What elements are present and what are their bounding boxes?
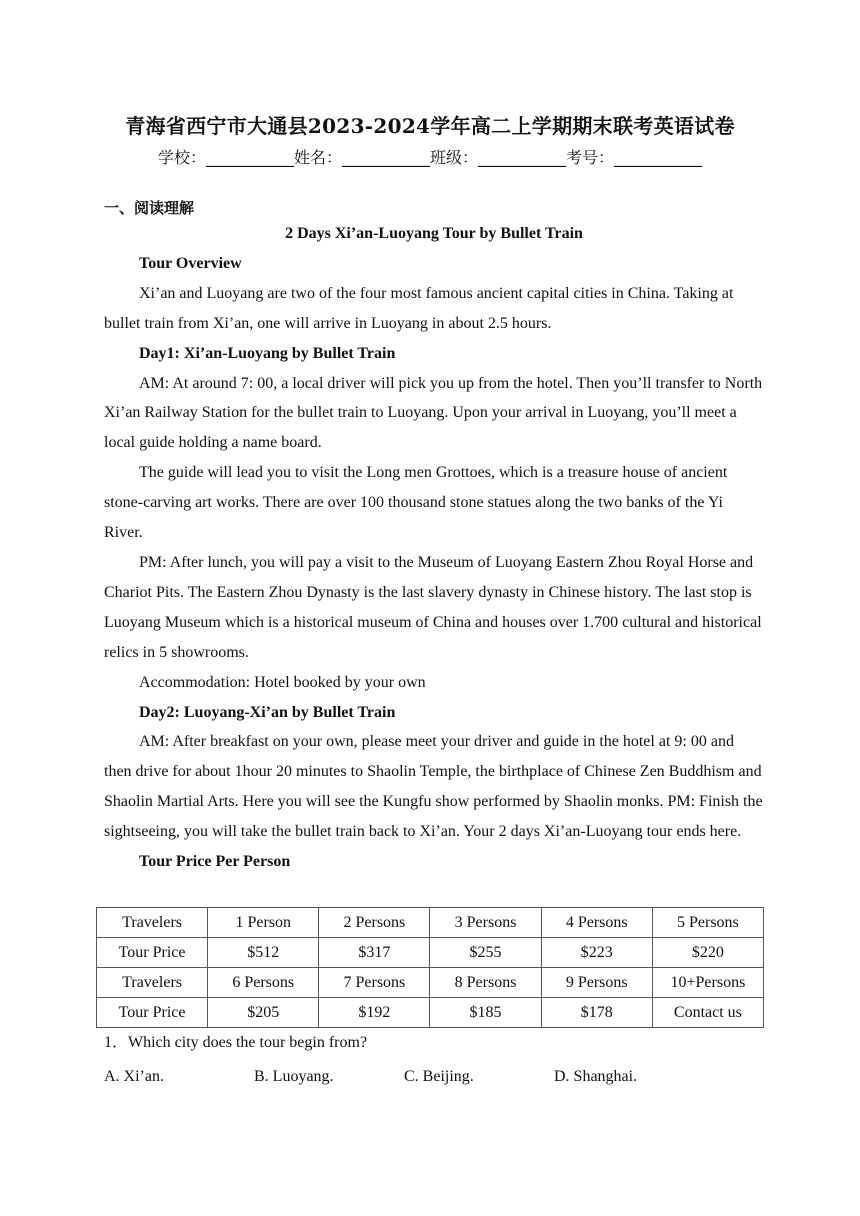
table-cell: $223 [541,938,652,968]
table-cell: Travelers [97,968,208,998]
overview-paragraph: Xi’an and Luoyang are two of the four most famous ancient capital cities in China. Taking at bullet train from Xi’an, one will arrive in Luoyang in about 2.5 hours. [104,284,734,332]
day1-heading: Day1: Xi’an-Luoyang by Bullet Train [139,344,396,362]
day1-guide-paragraph: The guide will lead you to visit the Long men Grottoes, which is a treasure house of ancient stone-carving art works. There are over 100 thousand stone statues along the two banks of the Yi River. [104,464,728,542]
table-cell: $220 [652,938,763,968]
accommodation-line: Accommodation: Hotel booked by your own [139,673,426,691]
table-cell: 9 Persons [541,968,652,998]
table-cell: 4 Persons [541,908,652,938]
table-row [97,968,764,998]
table-cell: 1 Person [208,908,319,938]
table-cell: $205 [208,998,319,1028]
section-heading: 一、阅读理解 [104,199,195,217]
option-d[interactable]: D. Shanghai. [554,1068,638,1085]
table-cell: 7 Persons [319,968,430,998]
table-cell: Tour Price [97,938,208,968]
table-cell: 8 Persons [430,968,541,998]
table-cell: 3 Persons [430,908,541,938]
table-cell: $185 [430,998,541,1028]
table-row [97,908,764,938]
option-b[interactable]: B. Luoyang. [254,1068,334,1085]
exam-title: 青海省西宁市大通县2023-2024学年高二上学期期末联考英语试卷 [125,114,735,138]
table-cell: Travelers [97,908,208,938]
table-row [97,938,764,968]
table-cell: $255 [430,938,541,968]
table-cell: $317 [319,938,430,968]
passage-title: 2 Days Xi’an-Luoyang Tour by Bullet Train [285,225,583,242]
table-cell: $512 [208,938,319,968]
day1-pm-paragraph: PM: After lunch, you will pay a visit to the Museum of Luoyang Eastern Zhou Royal Horse and Chariot Pits. The Eastern Zhou Dynasty is the last slavery dynasty in Chinese history. The last stop is Luoyang Museum which is a historical museum of China and houses over 1.700 cultural and historical relics in 5 showrooms. [104,553,762,661]
day2-paragraph: AM: After breakfast on your own, please meet your driver and guide in the hotel at 9: 00 and then drive for about 1hour 20 minutes to Shaolin Temple, the birthplace of Chinese Zen Buddhism and Shaolin Martial Arts. Here you will see the Kungfu show performed by Shaolin monks. PM: Finish the sightseeing, you will take the bullet train back to Xi’an. Your 2 days Xi’an-Luoyang tour ends here. [104,733,763,841]
table-cell: $192 [319,998,430,1028]
overview-heading: Tour Overview [139,254,242,272]
table-cell: Tour Price [97,998,208,1028]
table-cell: 5 Persons [652,908,763,938]
option-c[interactable]: C. Beijing. [404,1068,474,1085]
table-row [97,998,764,1028]
student-info-line: 学校：___________姓名：___________班级：___________考号：___________ [157,148,702,167]
day2-heading: Day2: Luoyang-Xi’an by Bullet Train [139,703,396,721]
question-1-options [104,1065,764,1089]
table-cell: 2 Persons [319,908,430,938]
table-cell: 6 Persons [208,968,319,998]
tour-price-table [96,907,764,1028]
option-a[interactable]: A. Xi’an. [104,1068,164,1085]
question-1-stem: 1．Which city does the tour begin from? [104,1034,368,1051]
table-cell: 10+Persons [652,968,763,998]
day1-am-paragraph: AM: At around 7: 00, a local driver will pick you up from the hotel. Then you’ll transfer to North Xi’an Railway Station for the bullet train to Luoyang. Upon your arrival in Luoyang, you’ll meet a local guide holding a name board. [104,374,763,452]
table-cell: Contact us [652,998,763,1028]
price-heading: Tour Price Per Person [139,853,291,871]
reading-passage [104,219,764,877]
table-cell: $178 [541,998,652,1028]
